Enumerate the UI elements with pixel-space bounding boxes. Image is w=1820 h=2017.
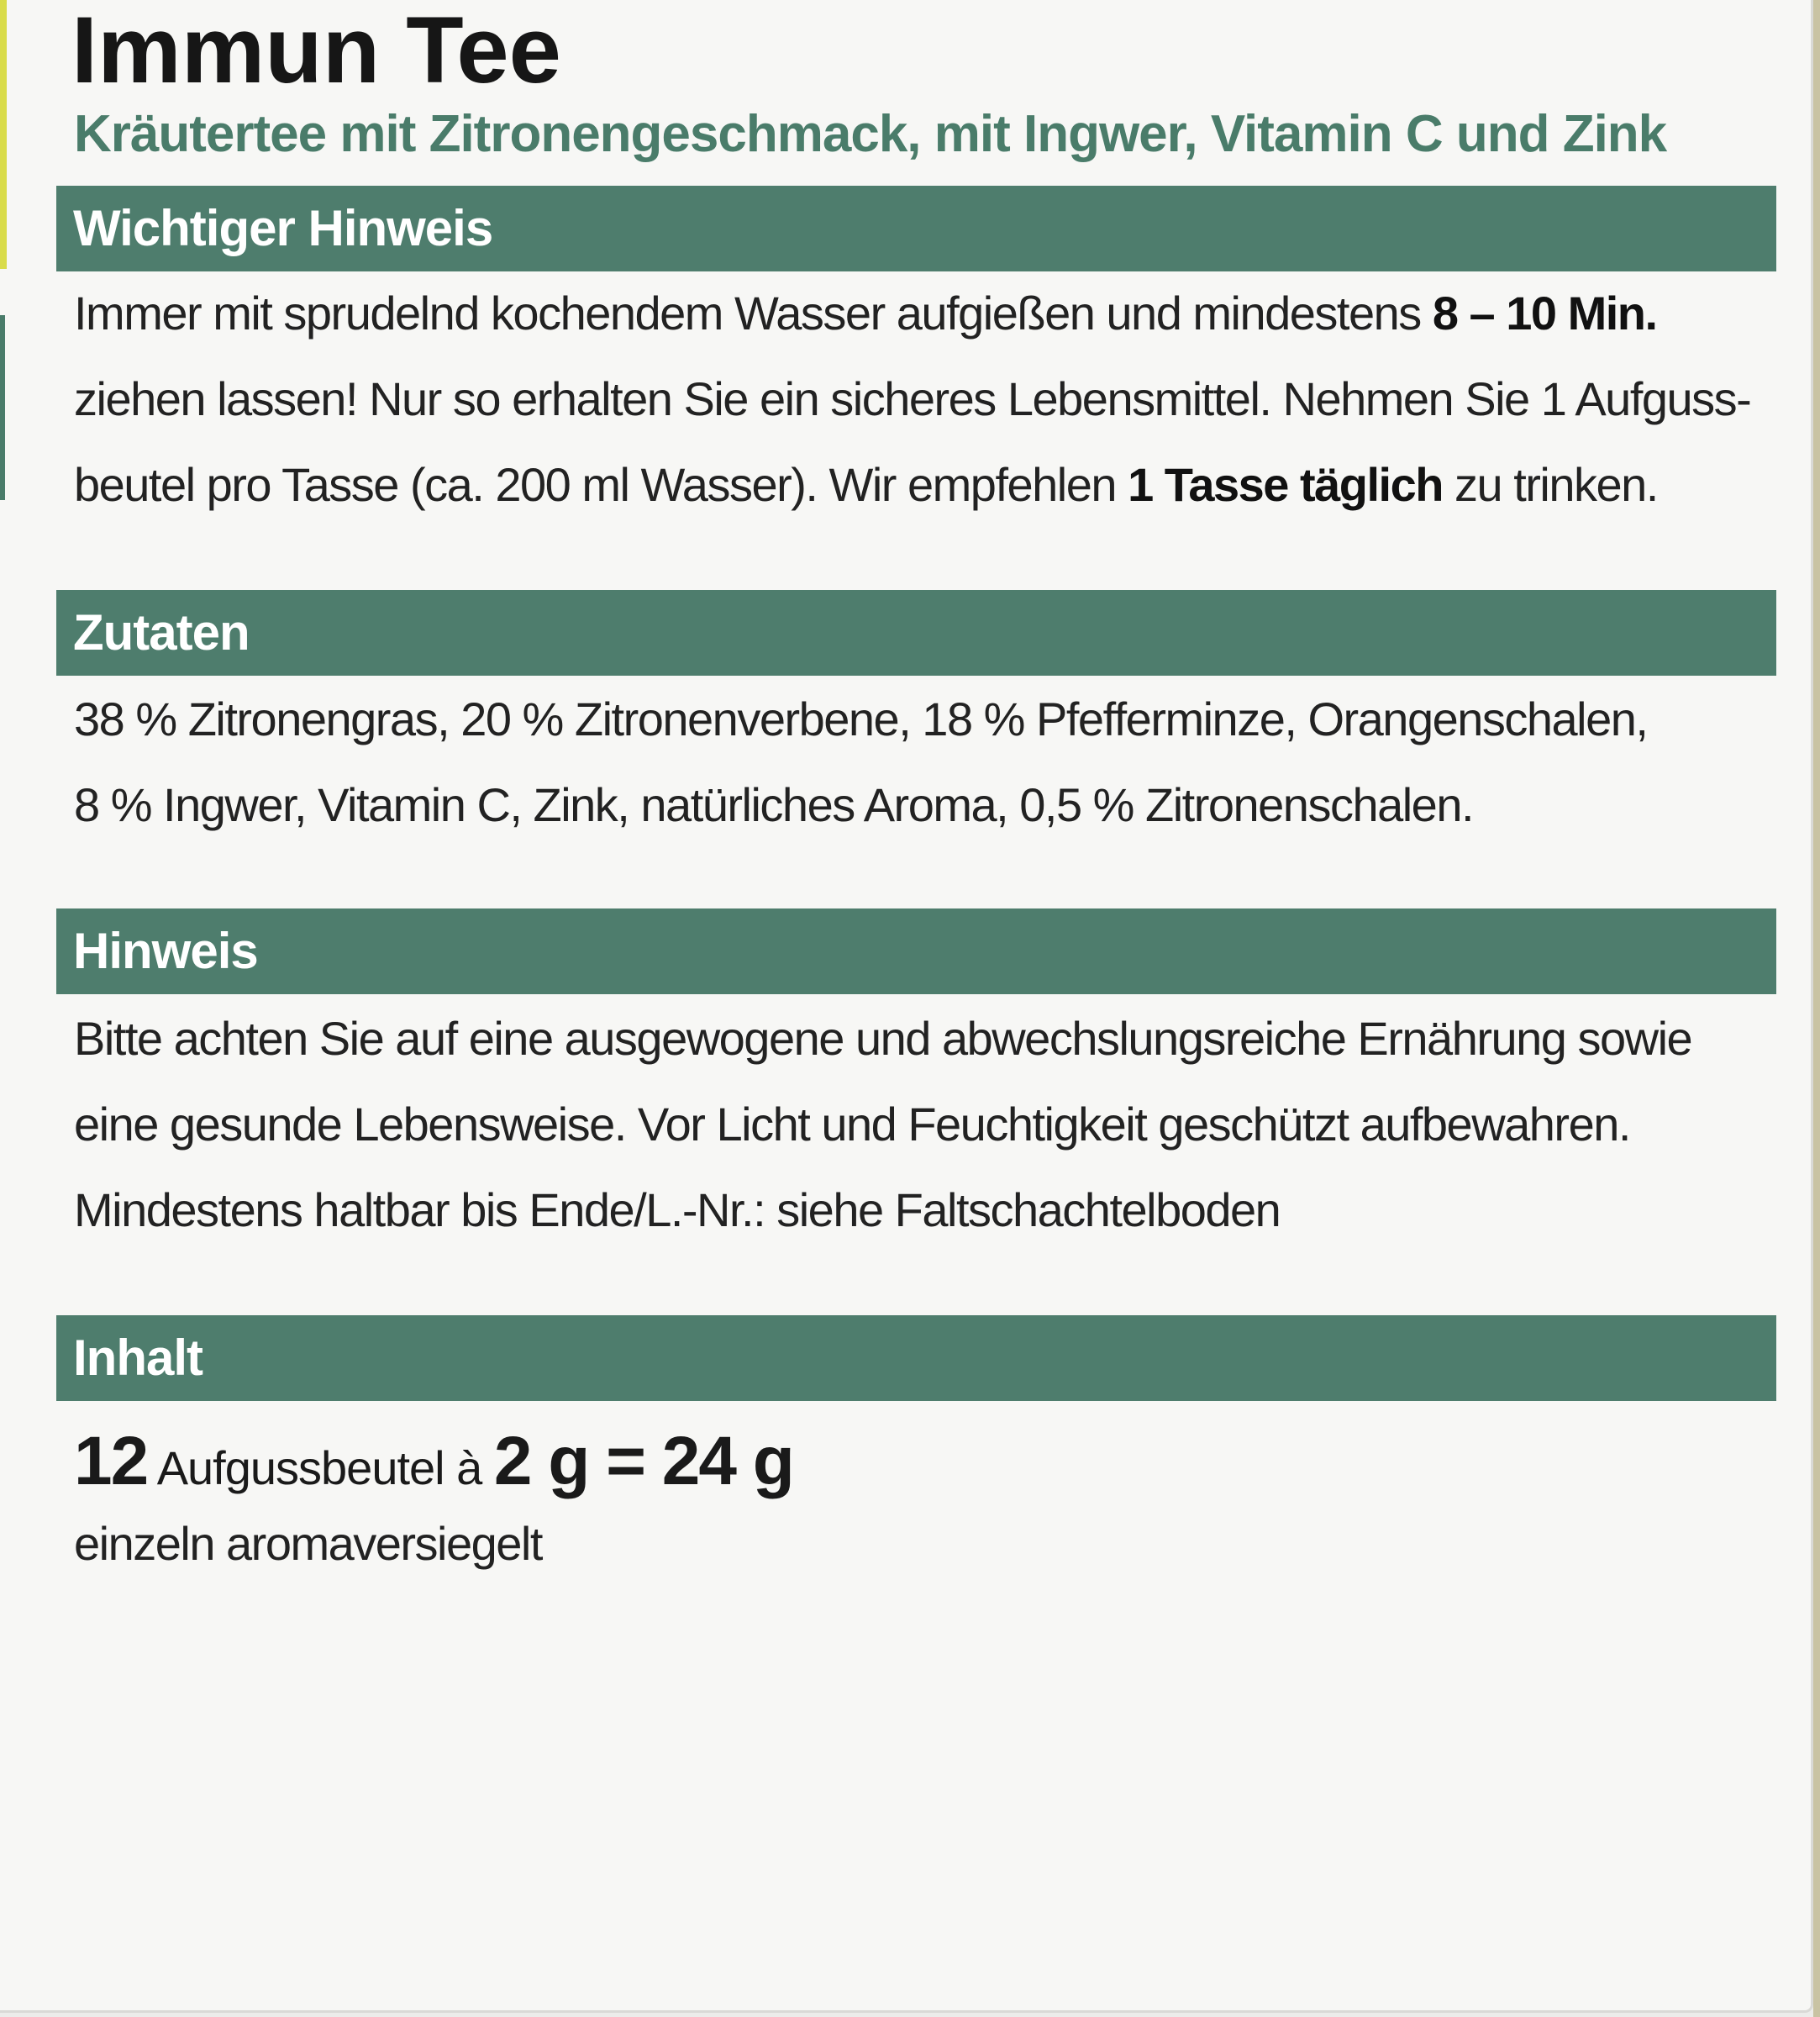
hinweis-line-2: eine gesunde Lebensweise. Vor Licht und Feuchtigkeit geschützt aufbewahren. [74, 1098, 1630, 1151]
wichtig-line-3-text: beutel pro Tasse (ca. 200 ml Wasser). Wir empfehlen [74, 458, 1128, 511]
wichtig-time-bold: 8 – 10 Min. [1432, 287, 1657, 340]
hinweis-line-3: Mindestens haltbar bis Ende/L.-Nr.: siehe Faltschachtelboden [74, 1183, 1281, 1236]
wichtig-dose-bold: 1 Tasse täglich [1128, 458, 1443, 511]
bag-count: 12 [74, 1423, 148, 1499]
wichtig-line-3 [74, 443, 1658, 527]
section-header-inhalt [56, 1315, 1776, 1401]
section-heading: Hinweis [73, 923, 258, 979]
green-accent-strip [0, 315, 5, 500]
product-subtitle: Kräutertee mit Zitronengeschmack, mit Ingwer, Vitamin C und Zink [74, 105, 1667, 163]
yellow-accent-strip [0, 0, 7, 269]
section-header-zutaten [56, 590, 1776, 676]
zutaten-line-1: 38 % Zitronengras, 20 % Zitronenverbene, 18 % Pfefferminze, Orangenschalen, [74, 693, 1648, 745]
total-weight: 2 g = 24 g [493, 1423, 793, 1499]
inhalt-note: einzeln aromaversiegelt [74, 1517, 542, 1570]
wichtig-line-3-end: zu trinken. [1442, 458, 1658, 511]
wichtig-line-1 [74, 271, 1657, 355]
section-heading: Wichtiger Hinweis [73, 200, 493, 256]
zutaten-line-2: 8 % Ingwer, Vitamin C, Zink, natürliches Aroma, 0,5 % Zitronenschalen. [74, 778, 1474, 831]
wichtig-line-1-text: Immer mit sprudelnd kochendem Wasser aufgießen und mindestens [74, 287, 1433, 340]
right-edge-strip [1813, 0, 1820, 2017]
section-header-hinweis [56, 908, 1776, 994]
product-title: Immun Tee [71, 0, 561, 103]
hinweis-line-1: Bitte achten Sie auf eine ausgewogene und abwechslungsreiche Ernährung sowie [74, 1012, 1692, 1065]
section-header-wichtiger-hinweis [56, 186, 1776, 271]
section-heading: Zutaten [73, 604, 250, 661]
section-heading: Inhalt [73, 1330, 203, 1386]
bag-unit-text: Aufgussbeutel à [147, 1441, 494, 1494]
wichtig-line-2: ziehen lassen! Nur so erhalten Sie ein sicheres Lebensmittel. Nehmen Sie 1 Aufguss- [74, 372, 1751, 425]
